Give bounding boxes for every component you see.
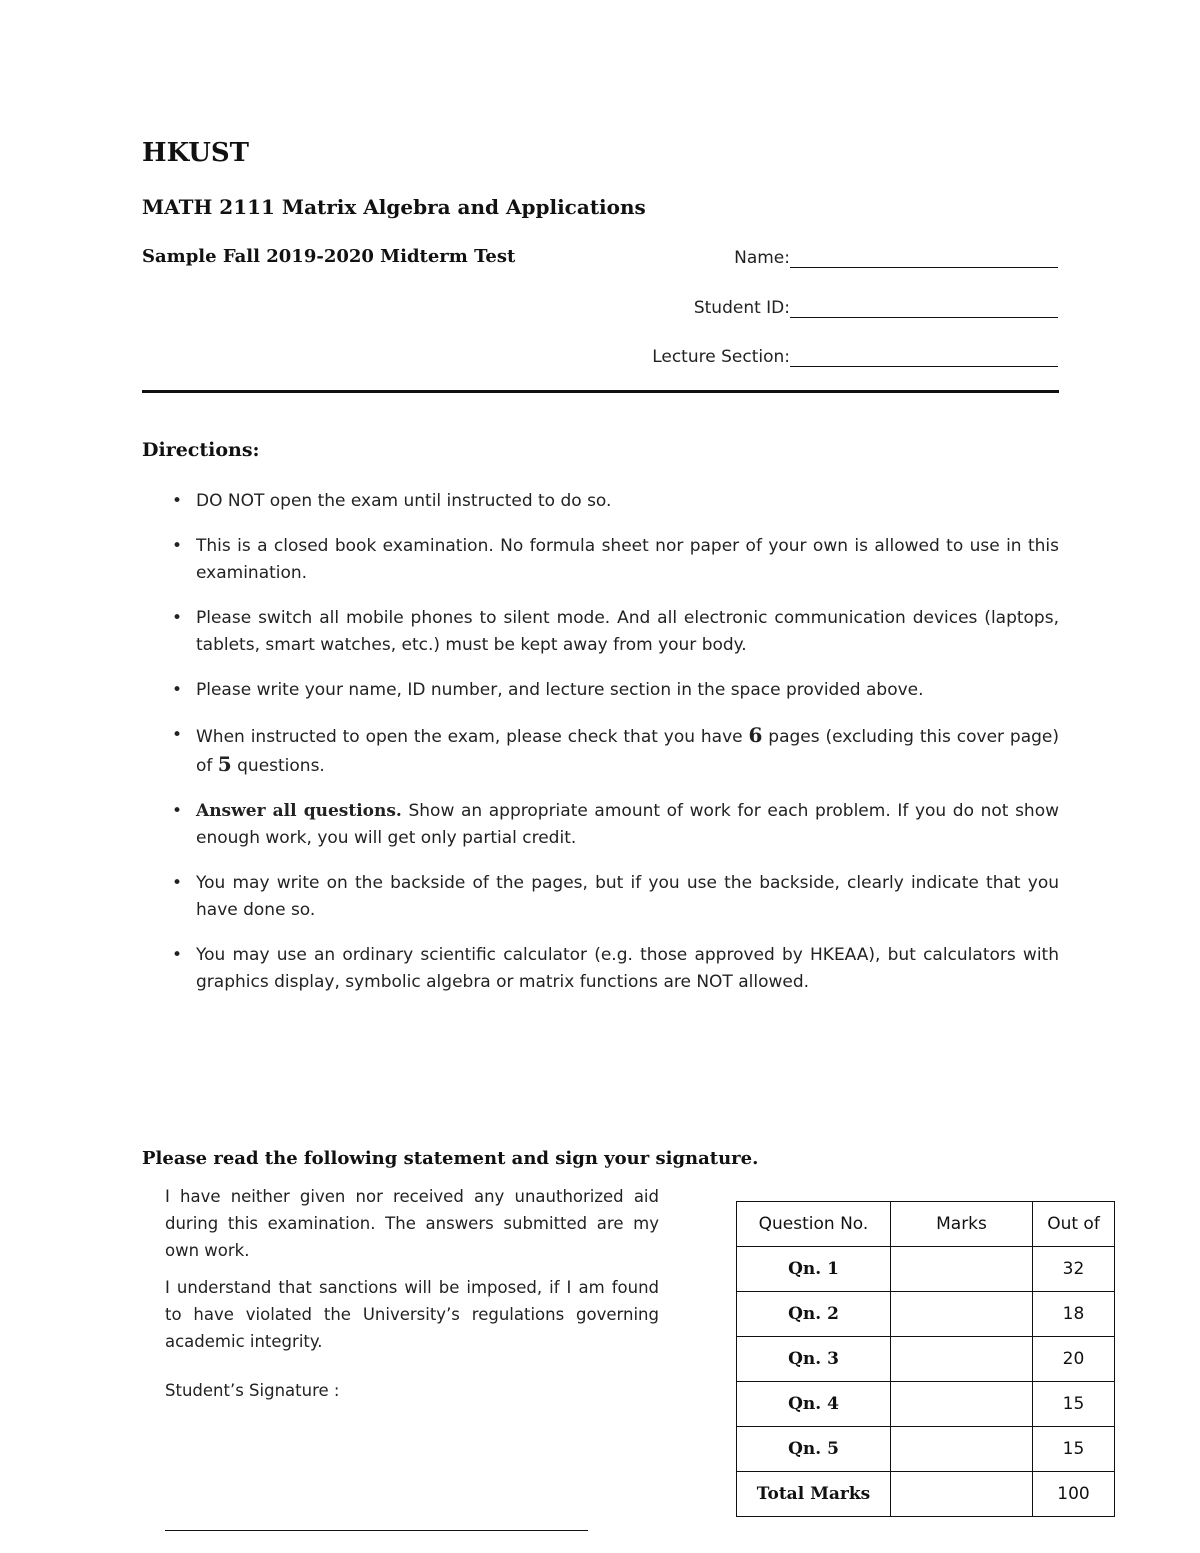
- table-header-row: [737, 1202, 1115, 1247]
- lecture-section-blank-line[interactable]: [790, 346, 1058, 367]
- question-cell: Qn. 2: [737, 1292, 891, 1337]
- list-item: • This is a closed book examination. No formula sheet nor paper of your own is allowed to use in this examination.: [142, 533, 1059, 587]
- total-out-of-cell: 100: [1033, 1472, 1115, 1517]
- out-of-cell: 20: [1033, 1337, 1115, 1382]
- out-of-cell: 15: [1033, 1427, 1115, 1472]
- list-item: • Answer all questions. Show an appropriate amount of work for each problem. If you do not show enough work, you will get only partial credit.: [142, 798, 1059, 852]
- bullet-icon: •: [172, 725, 183, 745]
- question-cell: Qn. 3: [737, 1337, 891, 1382]
- bullet-icon: •: [172, 491, 183, 511]
- statement-paragraph: I have neither given nor received any unauthorized aid during this examination. The answers submitted are my own work.: [165, 1187, 659, 1260]
- signature-line[interactable]: [165, 1530, 588, 1531]
- marks-cell[interactable]: [891, 1292, 1033, 1337]
- bullet-icon: •: [172, 945, 183, 965]
- column-header: Question No.: [737, 1202, 891, 1247]
- statement-heading: Please read the following statement and sign your signature.: [142, 1148, 759, 1169]
- marks-cell[interactable]: [891, 1382, 1033, 1427]
- name-label: Name:: [734, 248, 790, 268]
- question-count: 5: [217, 752, 232, 776]
- lecture-section-label: Lecture Section:: [652, 347, 790, 367]
- question-cell: Qn. 5: [737, 1427, 891, 1472]
- table-row: [737, 1382, 1115, 1427]
- marks-cell[interactable]: [891, 1247, 1033, 1292]
- table-row: [737, 1292, 1115, 1337]
- directions-title: Directions:: [142, 439, 260, 461]
- marks-cell[interactable]: [891, 1427, 1033, 1472]
- total-label-cell: Total Marks: [737, 1472, 891, 1517]
- bullet-icon: •: [172, 801, 183, 821]
- student-id-blank-line[interactable]: [790, 297, 1058, 318]
- total-marks-cell[interactable]: [891, 1472, 1033, 1517]
- question-cell: Qn. 1: [737, 1247, 891, 1292]
- list-item: • You may use an ordinary scientific calculator (e.g. those approved by HKEAA), but calculators with graphics display, symbolic algebra or matrix functions are NOT allowed.: [142, 942, 1059, 996]
- question-cell: Qn. 4: [737, 1382, 891, 1427]
- table-row: [737, 1472, 1115, 1517]
- list-item: • Please write your name, ID number, and lecture section in the space provided above.: [142, 677, 1059, 704]
- bullet-icon: •: [172, 873, 183, 893]
- statement-paragraph: I understand that sanctions will be imposed, if I am found to have violated the University’s regulations governing academic integrity.: [165, 1278, 659, 1351]
- list-item: • DO NOT open the exam until instructed to do so.: [142, 488, 1059, 515]
- signature-label: Student’s Signature :: [165, 1381, 340, 1400]
- bullet-icon: •: [172, 536, 183, 556]
- list-item: • When instructed to open the exam, please check that you have 6 pages (excluding this cover page) of 5 questions.: [172, 723, 1059, 776]
- bullet-icon: •: [172, 680, 183, 700]
- institution-title: HKUST: [142, 138, 250, 168]
- table-row: [737, 1247, 1115, 1292]
- table-row: [737, 1337, 1115, 1382]
- answer-all-emphasis: Answer all questions.: [196, 801, 402, 821]
- bullet-icon: •: [172, 608, 183, 628]
- table-row: [737, 1427, 1115, 1472]
- lecture-section-field[interactable]: [652, 346, 1058, 367]
- name-field[interactable]: [734, 247, 1058, 268]
- course-title: MATH 2111 Matrix Algebra and Applications: [142, 195, 646, 219]
- marks-cell[interactable]: [891, 1337, 1033, 1382]
- out-of-cell: 15: [1033, 1382, 1115, 1427]
- column-header: Marks: [891, 1202, 1033, 1247]
- integrity-statement: [165, 1183, 659, 1414]
- marks-table: [736, 1201, 1115, 1517]
- student-id-label: Student ID:: [693, 298, 790, 318]
- out-of-cell: 18: [1033, 1292, 1115, 1337]
- test-title: Sample Fall 2019-2020 Midterm Test: [142, 246, 516, 267]
- list-item: • You may write on the backside of the pages, but if you use the backside, clearly indicate that you have done so.: [142, 870, 1059, 924]
- header-divider: [142, 390, 1059, 393]
- column-header: Out of: [1033, 1202, 1115, 1247]
- name-blank-line[interactable]: [790, 247, 1058, 268]
- out-of-cell: 32: [1033, 1247, 1115, 1292]
- page-count: 6: [748, 723, 763, 747]
- directions-list: [142, 488, 1059, 1014]
- list-item: • Please switch all mobile phones to silent mode. And all electronic communication devices (laptops, tablets, smart watches, etc.) must be kept away from your body.: [142, 605, 1059, 659]
- student-id-field[interactable]: [694, 297, 1058, 318]
